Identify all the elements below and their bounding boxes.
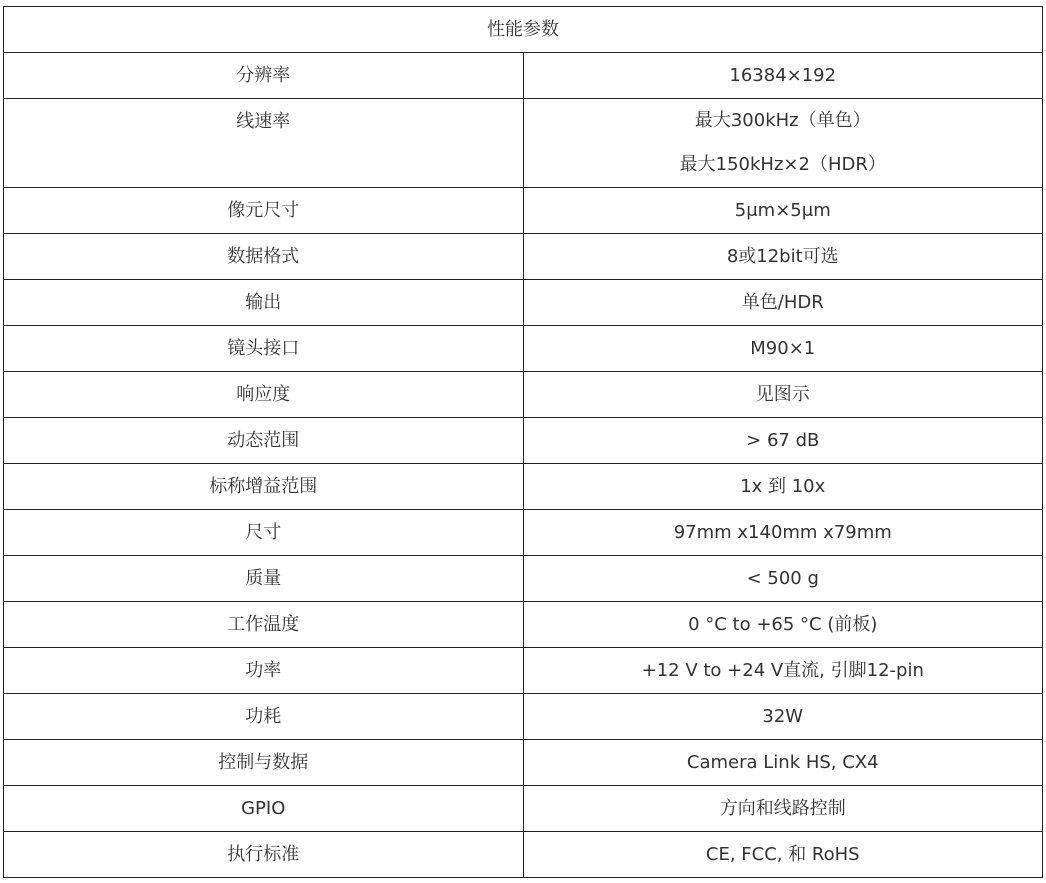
row-value-line: 最大150kHz×2（HDR） <box>679 154 886 175</box>
row-label: 动态范围 <box>4 418 524 464</box>
table-row <box>4 832 1043 878</box>
row-value: 单色/HDR <box>523 280 1043 326</box>
row-label: 像元尺寸 <box>4 188 524 234</box>
row-value: 见图示 <box>523 372 1043 418</box>
row-value: 方向和线路控制 <box>523 786 1043 832</box>
table-row <box>4 188 1043 234</box>
row-value: Camera Link HS, CX4 <box>523 740 1043 786</box>
table-row <box>4 510 1043 556</box>
row-value: 1x 到 10x <box>523 464 1043 510</box>
table-row <box>4 694 1043 740</box>
row-label: 工作温度 <box>4 602 524 648</box>
row-label: 标称增益范围 <box>4 464 524 510</box>
table-row <box>4 326 1043 372</box>
row-label: 功率 <box>4 648 524 694</box>
row-label: 尺寸 <box>4 510 524 556</box>
row-value: < 500 g <box>523 556 1043 602</box>
row-label: 输出 <box>4 280 524 326</box>
table-row <box>4 602 1043 648</box>
table-row <box>4 53 1043 99</box>
row-value: +12 V to +24 V直流, 引脚12-pin <box>523 648 1043 694</box>
row-label: 镜头接口 <box>4 326 524 372</box>
table-title: 性能参数 <box>4 7 1043 53</box>
row-value: CE, FCC, 和 RoHS <box>523 832 1043 878</box>
table-header-row <box>4 7 1043 53</box>
table-row <box>4 234 1043 280</box>
spec-table <box>3 6 1043 878</box>
table-row <box>4 740 1043 786</box>
row-value: > 67 dB <box>523 418 1043 464</box>
table-row <box>4 418 1043 464</box>
row-value: 32W <box>523 694 1043 740</box>
row-label: 执行标准 <box>4 832 524 878</box>
row-label: 分辨率 <box>4 53 524 99</box>
table-row <box>4 99 1043 188</box>
row-value: M90×1 <box>523 326 1043 372</box>
table-row <box>4 280 1043 326</box>
row-label: 控制与数据 <box>4 740 524 786</box>
table-row <box>4 648 1043 694</box>
row-label: 质量 <box>4 556 524 602</box>
row-label: 功耗 <box>4 694 524 740</box>
row-value: 8或12bit可选 <box>523 234 1043 280</box>
table-row <box>4 786 1043 832</box>
row-value: 5μm×5μm <box>523 188 1043 234</box>
row-value-line: 最大300kHz（单色） <box>694 110 871 131</box>
row-value: 0 °C to +65 °C (前板) <box>523 602 1043 648</box>
row-value <box>523 99 1043 188</box>
row-label: 线速率 <box>4 99 524 188</box>
row-value: 16384×192 <box>523 53 1043 99</box>
table-row <box>4 556 1043 602</box>
table-row <box>4 464 1043 510</box>
row-label: 数据格式 <box>4 234 524 280</box>
row-label: GPIO <box>4 786 524 832</box>
row-label: 响应度 <box>4 372 524 418</box>
row-value: 97mm x140mm x79mm <box>523 510 1043 556</box>
table-row <box>4 372 1043 418</box>
